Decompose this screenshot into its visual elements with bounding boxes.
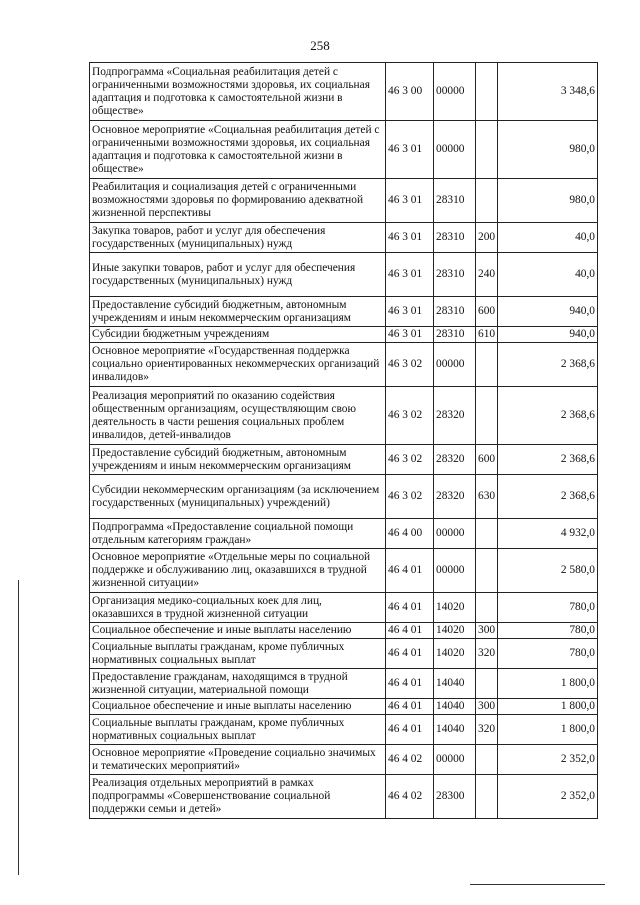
row-program-code-cell: 46 4 01 (386, 549, 434, 593)
row-name-cell: Иные закупки товаров, работ и услуг для обеспечения государственных (муниципальных) нужд (90, 253, 386, 297)
row-direction-code-cell: 00000 (434, 121, 476, 179)
row-amount-cell: 1 800,0 (498, 699, 598, 715)
table-row (90, 593, 598, 623)
page-number: 258 (310, 38, 330, 53)
row-amount-cell: 780,0 (498, 639, 598, 669)
row-program-code-cell: 46 4 01 (386, 623, 434, 639)
row-expense-type-cell: 610 (476, 327, 498, 343)
row-name-cell: Реализация мероприятий по оказанию содействия общественным организациям, осуществляющим свою деятельность в части решения социальных проблем инвалидов, детей-инвалидов (90, 387, 386, 445)
row-program-code-cell: 46 4 01 (386, 715, 434, 745)
row-expense-type-cell (476, 387, 498, 445)
table-row (90, 297, 598, 327)
row-expense-type-cell: 320 (476, 715, 498, 745)
row-amount-cell: 3 348,6 (498, 63, 598, 121)
table-row (90, 445, 598, 475)
row-name-cell: Субсидии бюджетным учреждениям (90, 327, 386, 343)
row-program-code-cell: 46 4 02 (386, 745, 434, 775)
table-row (90, 223, 598, 253)
row-amount-cell: 4 932,0 (498, 519, 598, 549)
row-name-cell: Основное мероприятие «Отдельные меры по социальной поддержке и обслуживанию лиц, оказавшихся в трудной жизненной ситуации» (90, 549, 386, 593)
table-row (90, 179, 598, 223)
row-direction-code-cell: 00000 (434, 63, 476, 121)
row-name-cell: Социальное обеспечение и иные выплаты населению (90, 699, 386, 715)
table-row (90, 63, 598, 121)
row-amount-cell: 980,0 (498, 179, 598, 223)
row-expense-type-cell (476, 179, 498, 223)
row-name-cell: Подпрограмма «Предоставление социальной помощи отдельным категориям граждан» (90, 519, 386, 549)
row-program-code-cell: 46 3 01 (386, 253, 434, 297)
row-direction-code-cell: 00000 (434, 745, 476, 775)
budget-table (89, 62, 598, 819)
table-row (90, 699, 598, 715)
row-program-code-cell: 46 3 02 (386, 445, 434, 475)
row-expense-type-cell: 320 (476, 639, 498, 669)
row-expense-type-cell (476, 745, 498, 775)
table-row (90, 327, 598, 343)
row-expense-type-cell: 300 (476, 623, 498, 639)
row-direction-code-cell: 28310 (434, 253, 476, 297)
row-program-code-cell: 46 3 01 (386, 223, 434, 253)
row-direction-code-cell: 28310 (434, 179, 476, 223)
row-program-code-cell: 46 4 00 (386, 519, 434, 549)
row-program-code-cell: 46 3 01 (386, 327, 434, 343)
row-name-cell: Предоставление гражданам, находящимся в трудной жизненной ситуации, материальной помощи (90, 669, 386, 699)
row-amount-cell: 2 368,6 (498, 445, 598, 475)
row-program-code-cell: 46 4 01 (386, 593, 434, 623)
row-name-cell: Основное мероприятие «Проведение социально значимых и тематических мероприятий» (90, 745, 386, 775)
row-direction-code-cell: 28310 (434, 327, 476, 343)
row-direction-code-cell: 28320 (434, 387, 476, 445)
row-expense-type-cell (476, 121, 498, 179)
row-program-code-cell: 46 3 02 (386, 343, 434, 387)
row-expense-type-cell (476, 593, 498, 623)
row-expense-type-cell (476, 775, 498, 819)
row-program-code-cell: 46 4 01 (386, 699, 434, 715)
row-name-cell: Основное мероприятие «Социальная реабилитация детей с ограниченными возможностями здоровья, их социальная адаптация и подготовка к самостоятельной жизни в обществе» (90, 121, 386, 179)
row-amount-cell: 980,0 (498, 121, 598, 179)
bottom-margin-rule (470, 884, 605, 885)
row-name-cell: Предоставление субсидий бюджетным, автономным учреждениям и иным некоммерческим организациям (90, 445, 386, 475)
row-amount-cell: 780,0 (498, 593, 598, 623)
table-row (90, 745, 598, 775)
row-amount-cell: 2 368,6 (498, 387, 598, 445)
row-amount-cell: 40,0 (498, 253, 598, 297)
row-name-cell: Подпрограмма «Социальная реабилитация детей с ограниченными возможностями здоровья, их социальная адаптация и подготовка к самостоятельной жизни в обществе» (90, 63, 386, 121)
row-direction-code-cell: 28310 (434, 223, 476, 253)
row-direction-code-cell: 14040 (434, 715, 476, 745)
row-name-cell: Реализация отдельных мероприятий в рамках подпрограммы «Совершенствование социальной поддержки семьи и детей» (90, 775, 386, 819)
row-amount-cell: 2 580,0 (498, 549, 598, 593)
row-expense-type-cell: 300 (476, 699, 498, 715)
row-name-cell: Предоставление субсидий бюджетным, автономным учреждениям и иным некоммерческим организациям (90, 297, 386, 327)
row-name-cell: Организация медико-социальных коек для лиц, оказавшихся в трудной жизненной ситуации (90, 593, 386, 623)
row-name-cell: Социальные выплаты гражданам, кроме публичных нормативных социальных выплат (90, 639, 386, 669)
budget-table-body (90, 63, 598, 819)
row-expense-type-cell (476, 63, 498, 121)
row-direction-code-cell: 14040 (434, 669, 476, 699)
row-program-code-cell: 46 4 01 (386, 669, 434, 699)
row-expense-type-cell: 200 (476, 223, 498, 253)
table-row (90, 519, 598, 549)
row-amount-cell: 2 368,6 (498, 475, 598, 519)
table-row (90, 387, 598, 445)
row-direction-code-cell: 14020 (434, 623, 476, 639)
row-direction-code-cell: 28320 (434, 445, 476, 475)
row-name-cell: Субсидии некоммерческим организациям (за исключением государственных (муниципальных) учреждений) (90, 475, 386, 519)
table-row (90, 623, 598, 639)
row-direction-code-cell: 14040 (434, 699, 476, 715)
row-amount-cell: 2 368,6 (498, 343, 598, 387)
row-program-code-cell: 46 3 02 (386, 475, 434, 519)
row-name-cell: Социальные выплаты гражданам, кроме публичных нормативных социальных выплат (90, 715, 386, 745)
row-program-code-cell: 46 4 01 (386, 639, 434, 669)
row-amount-cell: 940,0 (498, 297, 598, 327)
row-expense-type-cell (476, 669, 498, 699)
left-margin-rule (18, 580, 19, 875)
row-amount-cell: 2 352,0 (498, 775, 598, 819)
row-name-cell: Социальное обеспечение и иные выплаты населению (90, 623, 386, 639)
row-program-code-cell: 46 3 01 (386, 121, 434, 179)
row-expense-type-cell: 240 (476, 253, 498, 297)
row-program-code-cell: 46 3 01 (386, 179, 434, 223)
row-direction-code-cell: 28310 (434, 297, 476, 327)
row-amount-cell: 2 352,0 (498, 745, 598, 775)
table-row (90, 343, 598, 387)
row-direction-code-cell: 14020 (434, 639, 476, 669)
table-row (90, 775, 598, 819)
row-direction-code-cell: 00000 (434, 343, 476, 387)
row-program-code-cell: 46 4 02 (386, 775, 434, 819)
row-expense-type-cell: 600 (476, 297, 498, 327)
row-direction-code-cell: 28300 (434, 775, 476, 819)
table-row (90, 475, 598, 519)
row-name-cell: Закупка товаров, работ и услуг для обеспечения государственных (муниципальных) нужд (90, 223, 386, 253)
row-amount-cell: 1 800,0 (498, 669, 598, 699)
table-row (90, 253, 598, 297)
row-amount-cell: 40,0 (498, 223, 598, 253)
row-amount-cell: 940,0 (498, 327, 598, 343)
table-row (90, 715, 598, 745)
row-expense-type-cell: 630 (476, 475, 498, 519)
row-direction-code-cell: 00000 (434, 549, 476, 593)
row-expense-type-cell: 600 (476, 445, 498, 475)
row-expense-type-cell (476, 519, 498, 549)
row-expense-type-cell (476, 343, 498, 387)
row-direction-code-cell: 14020 (434, 593, 476, 623)
row-program-code-cell: 46 3 02 (386, 387, 434, 445)
row-direction-code-cell: 00000 (434, 519, 476, 549)
table-row (90, 639, 598, 669)
row-program-code-cell: 46 3 00 (386, 63, 434, 121)
row-amount-cell: 1 800,0 (498, 715, 598, 745)
table-row (90, 121, 598, 179)
row-expense-type-cell (476, 549, 498, 593)
row-direction-code-cell: 28320 (434, 475, 476, 519)
table-row (90, 549, 598, 593)
table-row (90, 669, 598, 699)
row-program-code-cell: 46 3 01 (386, 297, 434, 327)
row-name-cell: Реабилитация и социализация детей с ограниченными возможностями здоровья по формированию адекватной жизненной перспективы (90, 179, 386, 223)
row-name-cell: Основное мероприятие «Государственная поддержка социально ориентированных некоммерческих организаций инвалидов» (90, 343, 386, 387)
row-amount-cell: 780,0 (498, 623, 598, 639)
